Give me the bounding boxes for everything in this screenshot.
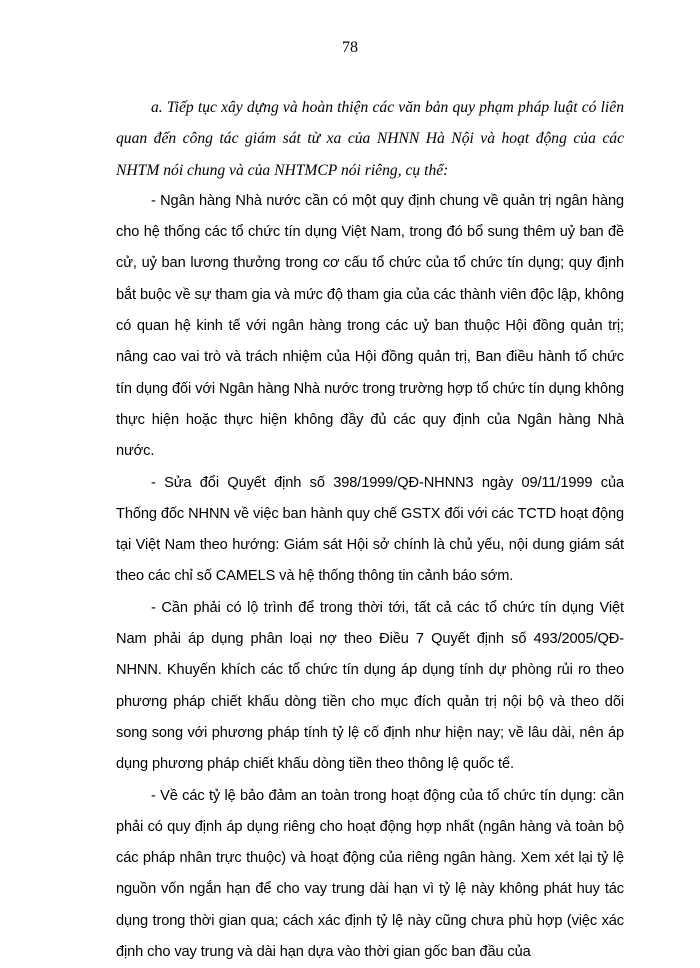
paragraph-safety-ratios: - Về các tỷ lệ bảo đảm an toàn trong hoạt động của tổ chức tín dụng: cần phải có quy định áp dụng riêng cho hoạt động hợp nhất (ngân hàng và toàn bộ các pháp nhân trực thuộc) và hoạt động của riêng ngân hàng. Xem xét lại tỷ lệ nguồn vốn ngắn hạn để cho vay trung dài hạn vì tỷ lệ này không phát huy tác dụng trong thời gian qua; cách xác định tỷ lệ này cũng chưa phù hợp (việc xác định cho vay trung và dài hạn dựa vào thời gian gốc ban đầu của <box>116 787 624 961</box>
page-number: 78 <box>342 39 358 56</box>
paragraph-debt-classification: - Cần phải có lộ trình để trong thời tới, tất cả các tổ chức tín dụng Việt Nam phải áp dụng phân loại nợ theo Điều 7 Quyết định số 493/2005/QĐ-NHNN. Khuyến khích các tổ chức tín dụng áp dụng tính dự phòng rủi ro theo phương pháp chiết khấu dòng tiền cho mục đích quản trị nội bộ và theo dõi song song với phương pháp tính tỷ lệ cố định như hiện nay; về lâu dài, nên áp dụng phương pháp chiết khấu dòng tiền theo thông lệ quốc tế. <box>116 599 624 773</box>
paragraph-decision-398: - Sửa đổi Quyết định số 398/1999/QĐ-NHNN3 ngày 09/11/1999 của Thống đốc NHNN về việc ban hành quy chế GSTX đối với các TCTD hoạt động tại Việt Nam theo hướng: Giám sát Hội sở chính là chủ yếu, nội dung giám sát theo các chỉ số CAMELS và hệ thống thông tin cảnh báo sớm. <box>116 474 624 585</box>
paragraph-intro: a. Tiếp tục xây dựng và hoàn thiện các văn bản quy phạm pháp luật có liên quan đến công tác giám sát từ xa của NHNN Hà Nội và hoạt động của các NHTM nói chung và của NHTMCP nói riêng, cụ thể: <box>116 99 624 179</box>
paragraph-governance: - Ngân hàng Nhà nước cần có một quy định chung về quản trị ngân hàng cho hệ thống các tổ chức tín dụng Việt Nam, trong đó bổ sung thêm uỷ ban đề cử, uỷ ban lương thưởng trong cơ cấu tổ chức của tổ chức tín dụng; quy định bắt buộc về sự tham gia và mức độ tham gia của các thành viên độc lập, không có quan hệ kinh tế với ngân hàng trong các uỷ ban thuộc Hội đồng quản trị; nâng cao vai trò và trách nhiệm của Hội đồng quản trị, Ban điều hành tổ chức tín dụng đối với Ngân hàng Nhà nước trong trường hợp tổ chức tín dụng không thực hiện hoặc thực hiện không đầy đủ các quy định của Ngân hàng Nhà nước. <box>116 192 624 460</box>
document-body <box>116 92 624 968</box>
